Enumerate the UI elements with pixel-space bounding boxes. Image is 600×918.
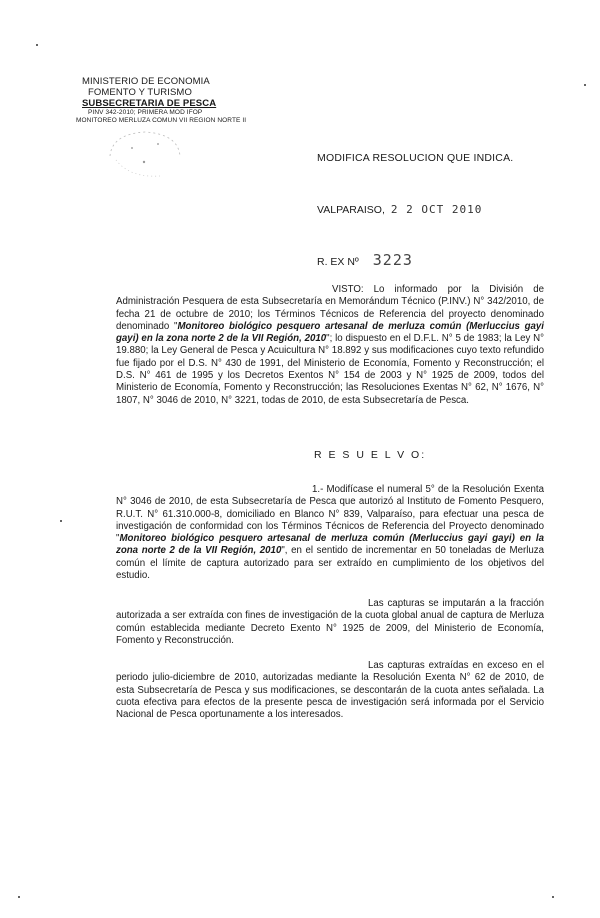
resolution-paragraph-1 xyxy=(116,484,544,582)
visto-text-end: "; lo dispuesto en el D.F.L. N° 5 de 1983; la Ley N° 19.880; la Ley General de Pesca y Acuicultura N° 18.892 y sus modificaciones cuyo texto refundido fue fijado por el D.S. N° 430 de 1991, del Ministerio de Economía, Fomento y Reconstrucción; el D.S. N° 461 de 1995 y los Decretos Exentos N° 154 de 2003 y N° 1925 de 2009, todos del Ministerio de Economía, Fomento y Reconstrucción; las Resoluciones Exentas N° 62, N° 1676, N° 1807, N° 3046 de 2010, N° 3221, todas de 2010, de esta Subsecretaría de Pesca. xyxy=(116,333,544,406)
scan-speck xyxy=(36,44,38,46)
scan-speck xyxy=(584,84,586,86)
visto-text-start: VISTO: Lo informado por la División de Administración Pesquera de esta Subsecretaría en Memorándum Técnico (P.INV.) N° 342/2010, de fecha 21 de octubre de 2010; los Términos Técnicos de Referencia del proyecto denominado denominado " xyxy=(116,284,544,332)
p1-text-start: 1.- Modifícase el numeral 5° de la Resolución Exenta N° 3046 de 2010, de esta Subsecretaría de Pesca que autorizó al Instituto de Fomento Pesquero, R.U.T. N° 61.310.000-8, domiciliado en Blanco N° 839, Valparaíso, para efectuar una pesca de investigación de conformidad con los Términos Técnicos de Referencia del Proyecto denominado " xyxy=(116,484,544,545)
scan-speck xyxy=(552,896,554,898)
faded-seal-stamp xyxy=(100,126,190,186)
ministry-line1: MINISTERIO DE ECONOMIA xyxy=(82,76,210,87)
reference-line1: PINV 342-2010; PRIMERA MOD IFOP xyxy=(88,109,203,116)
resolution-paragraph-3: Las capturas extraídas en exceso en el periodo julio-diciembre de 2010, autorizadas mediante la Resolución Exenta N° 62 de 2010, de esta Subsecretaría de Pesca y sus modificaciones, se descontarán de la cuota antes señalada. La cuota efectiva para efectos de la presente pesca de investigación será informada por el Servicio Nacional de Pesca oportunamente a los interesados. xyxy=(116,660,544,721)
date-line xyxy=(317,203,482,216)
rex-label: R. EX Nº xyxy=(317,256,359,268)
p1-text-end: ", en el sentido de incrementar en 50 toneladas de Merluza común el límite de captura autorizado para ser extraído en cumplimiento de los objetivos del estudio. xyxy=(116,545,544,582)
project-title: Monitoreo biológico pesquero artesanal de merluza común (Merluccius gayi gayi) en la zona norte 2 de la VII Región, 2010 xyxy=(116,533,544,557)
rex-number: 3223 xyxy=(372,251,413,269)
date-stamp: 2 2 OCT 2010 xyxy=(390,203,483,216)
place-label: VALPARAISO, xyxy=(317,204,385,216)
resolution-paragraph-2: Las capturas se imputarán a la fracción autorizada a ser extraída con fines de investigación de la cuota global anual de captura de Merluza común establecida mediante Decreto Exento N° 1925 de 2009, del Ministerio de Economía, Fomento y Reconstrucción. xyxy=(116,598,544,646)
scan-speck xyxy=(18,896,20,898)
ministry-line2: FOMENTO Y TURISMO xyxy=(88,87,192,98)
letterhead xyxy=(76,76,247,125)
scan-speck xyxy=(60,520,62,522)
reference-line2: MONITOREO MERLUZA COMUN VII REGION NORTE II xyxy=(76,117,247,124)
resolution-number-line xyxy=(317,251,413,269)
visto-paragraph xyxy=(116,284,544,407)
resuelvo-heading: R E S U E L V O: xyxy=(314,449,427,461)
document-subject: MODIFICA RESOLUCION QUE INDICA. xyxy=(317,152,514,164)
subsecretaria-line: SUBSECRETARIA DE PESCA xyxy=(82,98,217,109)
project-title: Monitoreo biológico pesquero artesanal de merluza común (Merluccius gayi gayi) en la zona norte 2 de la VII Región, 2010 xyxy=(116,320,544,345)
